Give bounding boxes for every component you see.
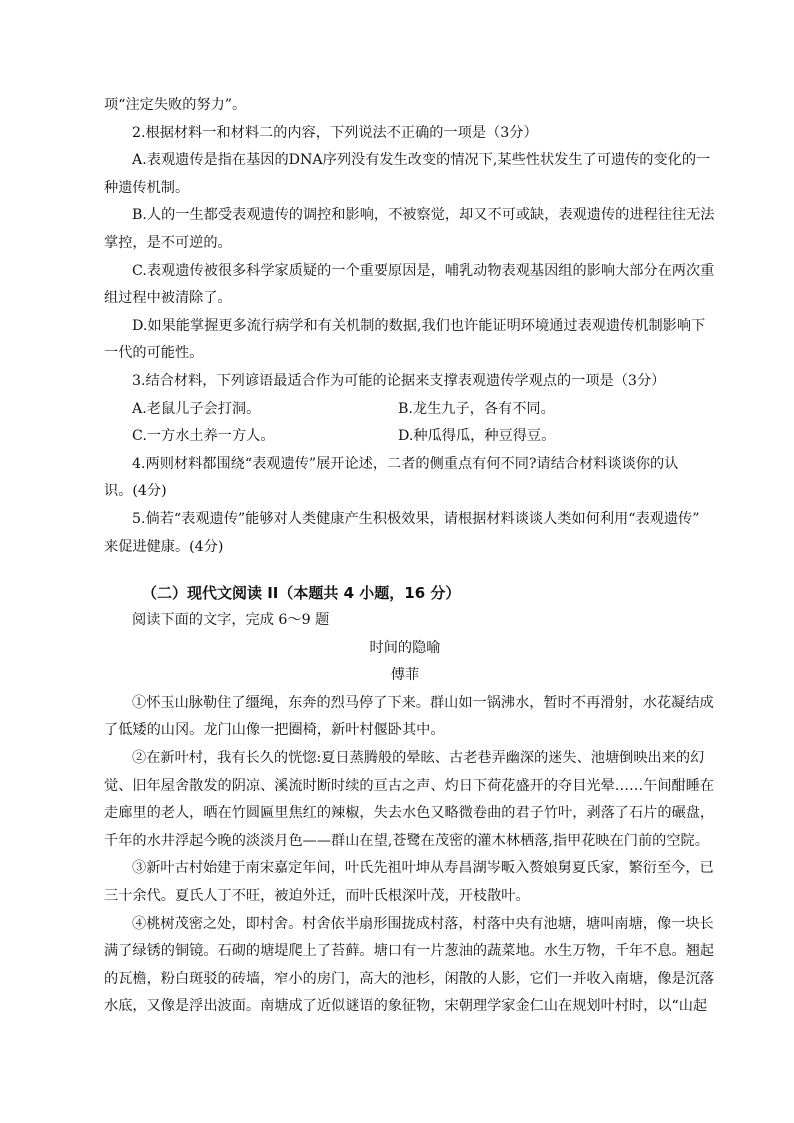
- passage-p3-line1: ③新叶古村始建于南宋嘉定年间，叶氏先祖叶坤从寿昌湖岑畈入赘娘舅夏氏家，繁衍至今，已: [132, 860, 714, 877]
- passage-p2-line4: 千年的水井浮起今晚的淡淡月色——群山在望,苍鹭在茂密的灌木林栖落,指甲花映在门前的空院。: [104, 832, 709, 849]
- q2-option-c-line1: C.表观遗传被很多科学家质疑的一个重要原因是，哺乳动物表观基因组的影响大部分在两次重: [132, 262, 715, 279]
- passage-p2-line1: ②在新叶村，我有长久的恍惚:夏日蒸腾般的晕眩、古老巷弄幽深的迷失、池塘倒映出来的幻: [132, 750, 705, 767]
- section-2-heading: （二）现代文阅读 II（本题共 4 小题，16 分）: [142, 584, 461, 603]
- q2-option-c-line2: 组过程中被清除了。: [104, 290, 232, 307]
- question-4-line1: 4.两则材料都围绕“表观遗传”展开论述，二者的侧重点有何不同?请结合材料谈谈你的认: [132, 455, 679, 472]
- passage-p4-line1: ④桃树茂密之处，即村舍。村舍依半扇形围拢成村落，村落中央有池塘，塘叫南塘，像一块长: [132, 915, 714, 932]
- q2-option-b-line2: 掌控，是不可逆的。: [104, 234, 232, 251]
- reading-instruction: 阅读下面的文字，完成 6～9 题: [132, 612, 330, 629]
- question-4-line2: 识。(4分): [104, 483, 167, 500]
- q3-option-b: B.龙生九子，各有不同。: [398, 400, 555, 417]
- q2-option-b-line1: B.人的一生都受表观遗传的调控和影响，不被察觉，却又不可或缺，表观遗传的进程往往无法: [132, 207, 715, 224]
- q1-tail: 项“注定失败的努力”。: [104, 97, 247, 113]
- passage-p4-line4: 水底，又像是浮出波面。南塘成了近似谜语的象征物，宋朝理学家金仁山在规划叶村时，以“山起: [104, 998, 708, 1015]
- passage-p3-line2: 三十余代。夏氏人丁不旺，被迫外迁，而叶氏根深叶茂，开枝散叶。: [104, 888, 530, 905]
- q2-option-d-line2: 一代的可能性。: [104, 345, 204, 362]
- passage-title: 时间的隐喻: [369, 639, 441, 656]
- passage-p1-line1: ①怀玉山脉勒住了缰绳，东奔的烈马停了下来。群山如一锅沸水，暂时不再滑射，水花凝结成: [132, 694, 714, 711]
- passage-p2-line2: 觉、旧年屋舍散发的阴凉、溪流时断时续的亘古之声、灼日下荷花盛开的夺目光晕……午间酣睡在: [104, 777, 715, 794]
- q3-option-a: A.老鼠儿子会打洞。: [132, 400, 261, 417]
- q3-option-c: C.一方水土养一方人。: [132, 428, 275, 445]
- question-2-stem: 2.根据材料一和材料二的内容，下列说法不正确的一项是（3分）: [132, 124, 538, 141]
- passage-p4-line2: 满了绿锈的铜镜。石砌的塘堤爬上了苔藓。塘口有一片葱油的蔬菜地。水生万物，千年不息。翘起: [104, 943, 715, 960]
- document-page: [104, 92, 715, 1021]
- passage-p1-line2: 了低矮的山冈。龙门山像一把圈椅，新叶村偃卧其中。: [104, 722, 445, 739]
- q3-options-row-1: [104, 396, 706, 424]
- question-3-stem: 3.结合材料，下列谚语最适合作为可能的论据来支撑表观遗传学观点的一项是（3分）: [132, 372, 666, 389]
- question-5-line2: 来促进健康。(4分): [104, 538, 224, 555]
- q3-options-row-2: [104, 423, 706, 451]
- q2-option-d-line1: D.如果能掌握更多流行病学和有关机制的数据,我们也许能证明环境通过表观遗传机制影响下: [132, 317, 706, 334]
- q3-option-d: D.种瓜得瓜，种豆得豆。: [398, 428, 556, 445]
- q2-option-a-line1: A.表观遗传是指在基因的DNA序列没有发生改变的情况下,某些性状发生了可遗传的变化的一: [132, 152, 711, 169]
- passage-p4-line3: 的瓦檐，粉白斑驳的砖墙，窄小的房门，高大的池杉，闲散的人影，它们一并收入南塘，像是沉落: [104, 970, 715, 987]
- q2-option-a-line2: 种遗传机制。: [104, 179, 190, 196]
- passage-author: 傅菲: [390, 667, 420, 684]
- question-5-line1: 5.倘若“表观遗传”能够对人类健康产生积极效果，请根据材料谈谈人类如何利用“表观遗传”: [132, 510, 700, 527]
- passage-p2-line3: 走廊里的老人，晒在竹圆匾里焦红的辣椒，失去水色又略微卷曲的君子竹叶，剥落了石片的碾盘，: [104, 805, 715, 822]
